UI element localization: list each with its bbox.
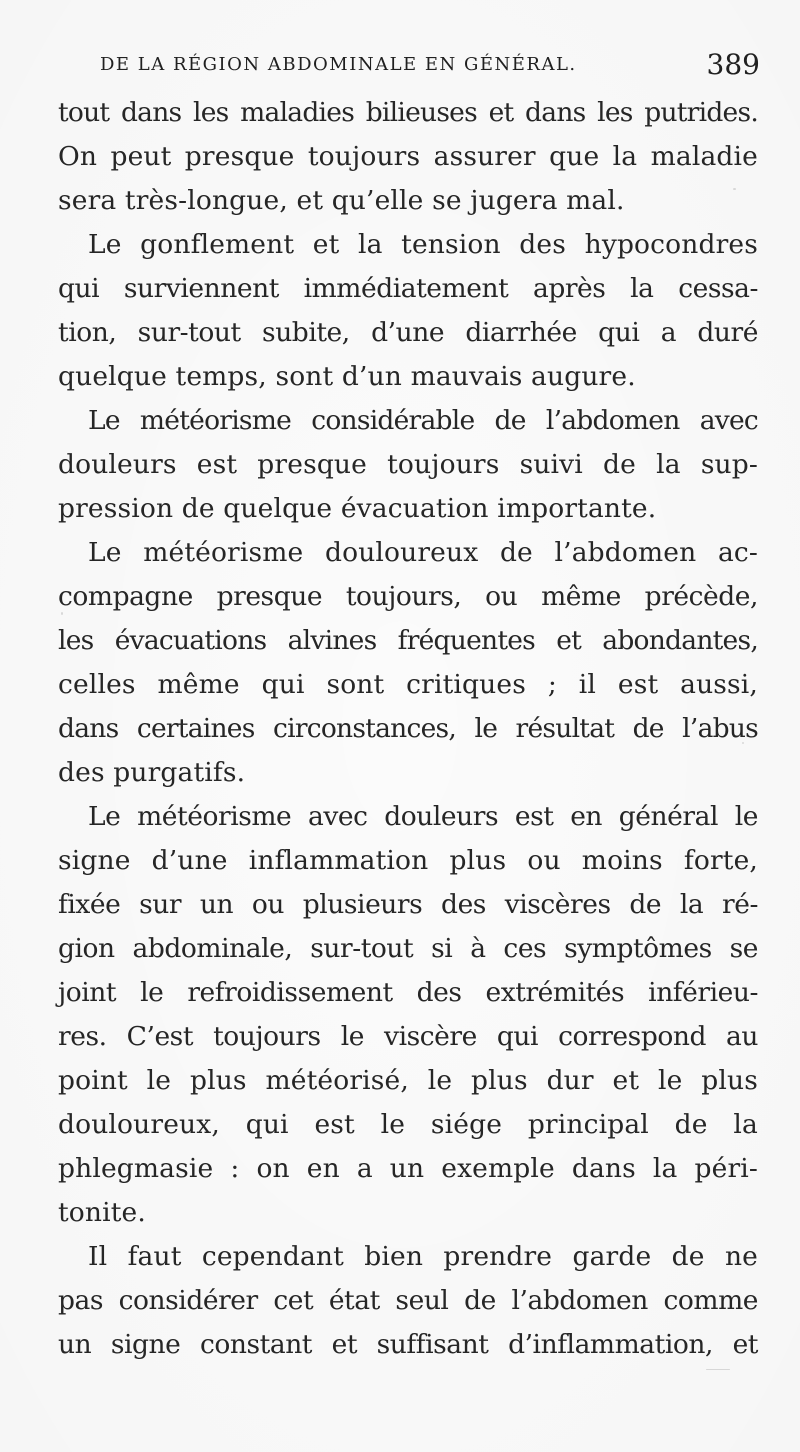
text-line-4: Le gonflement et la tension des hypocondres bbox=[88, 229, 758, 260]
text-line-13: les évacuations alvines fréquentes et abondantes, bbox=[58, 625, 758, 656]
text-line-2: On peut presque toujours assurer que la maladie bbox=[58, 141, 758, 172]
chapter-title: DE LA RÉGION ABDOMINALE EN GÉNÉRAL. bbox=[100, 53, 577, 75]
text-line-6: tion, sur-tout subite, d’une diarrhée qui a duré bbox=[58, 317, 758, 348]
text-line-18: signe d’une inflammation plus ou moins forte, bbox=[58, 845, 758, 876]
text-line-21: joint le refroidissement des extrémités inférieu- bbox=[58, 977, 758, 1008]
text-line-20: gion abdominale, sur-tout si à ces symptômes se bbox=[58, 933, 758, 964]
text-line-17: Le météorisme avec douleurs est en général le bbox=[88, 801, 758, 832]
text-line-29: un signe constant et suffisant d’inflammation, et bbox=[58, 1329, 758, 1360]
text-line-12: compagne presque toujours, ou même précède, bbox=[58, 581, 758, 612]
text-line-8: Le météorisme considérable de l’abdomen avec bbox=[88, 405, 758, 436]
paper-speck bbox=[61, 612, 63, 615]
text-line-16: des purgatifs. bbox=[58, 757, 246, 788]
text-line-19: fixée sur un ou plusieurs des viscères de la ré- bbox=[58, 889, 758, 920]
running-head bbox=[100, 46, 760, 82]
text-line-10: pression de quelque évacuation importante. bbox=[58, 493, 657, 524]
text-line-23: point le plus météorisé, le plus dur et le plus bbox=[58, 1065, 758, 1096]
text-line-3: sera très-longue, et qu’elle se jugera mal. bbox=[58, 185, 625, 216]
body-text bbox=[58, 91, 758, 1367]
text-line-7: quelque temps, sont d’un mauvais augure. bbox=[58, 361, 636, 392]
text-line-5: qui surviennent immédiatement après la cessa- bbox=[58, 273, 758, 304]
text-line-11: Le météorisme douloureux de l’abdomen ac- bbox=[88, 537, 758, 568]
text-line-9: douleurs est presque toujours suivi de la sup- bbox=[58, 449, 758, 480]
text-line-26: tonite. bbox=[58, 1197, 146, 1228]
paper-speck bbox=[742, 742, 744, 744]
text-line-28: pas considérer cet état seul de l’abdomen comme bbox=[58, 1285, 758, 1316]
page-number: 389 bbox=[706, 47, 760, 81]
paper-speck bbox=[88, 1124, 90, 1126]
text-line-15: dans certaines circonstances, le résultat de l’abus bbox=[58, 713, 758, 744]
text-line-27: Il faut cependant bien prendre garde de ne bbox=[88, 1241, 758, 1272]
text-line-24: douloureux, qui est le siége principal de la bbox=[58, 1109, 758, 1140]
paper-speck bbox=[706, 1369, 730, 1370]
paper-speck bbox=[733, 188, 736, 190]
text-line-22: res. C’est toujours le viscère qui correspond au bbox=[58, 1021, 758, 1052]
text-line-25: phlegmasie : on en a un exemple dans la péri- bbox=[58, 1153, 758, 1184]
paper-speck bbox=[86, 119, 88, 121]
text-line-14: celles même qui sont critiques ; il est aussi, bbox=[58, 669, 758, 700]
text-line-1: tout dans les maladies bilieuses et dans les putrides. bbox=[58, 97, 758, 128]
